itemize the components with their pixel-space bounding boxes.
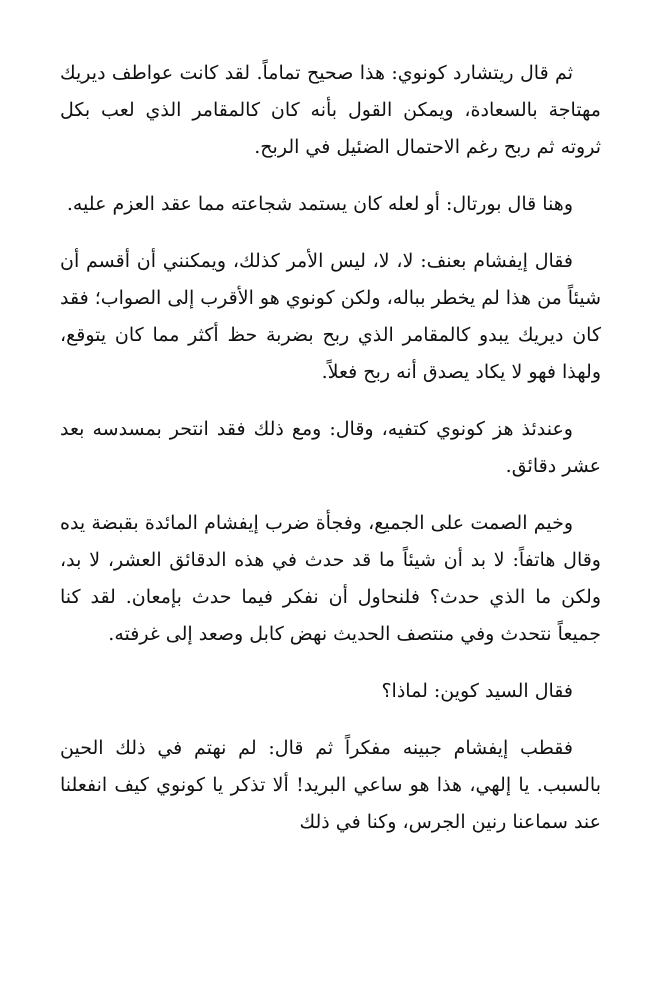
paragraph-5: وخيم الصمت على الجميع، وفجأة ضرب إيفشام المائدة بقبضة يده وقال هاتفاً: لا بد أن شيئاً ما قد حدث في هذه الدقائق العشر، لا بد، ولكن ما الذي حدث؟ فلنحاول أن نفكر فيما حدث بإمعان. لقد كنا جميعاً نتحدث وفي منتصف الحديث نهض كابل وصعد إلى غرفته.: [60, 512, 601, 645]
paragraph-6: فقال السيد كوين: لماذا؟: [381, 680, 573, 702]
paragraph-2: وهنا قال بورتال: أو لعله كان يستمد شجاعته مما عقد العزم عليه.: [66, 193, 573, 215]
paragraph-7: فقطب إيفشام جبينه مفكراً ثم قال: لم نهتم في ذلك الحين بالسبب. يا إلهي، هذا هو ساعي البريد! ألا تذكر يا كونوي كيف انفعلنا عند سماعنا رنين الجرس، وكنا في ذلك: [60, 737, 601, 833]
paragraph-1: ثم قال ريتشارد كونوي: هذا صحيح تماماً. لقد كانت عواطف ديريك مهتاجة بالسعادة، ويمكن القول بأنه كان كالمقامر الذي لعب بكل ثروته ثم ربح رغم الاحتمال الضئيل في الربح.: [60, 62, 601, 158]
paragraph-3: فقال إيفشام بعنف: لا، لا، ليس الأمر كذلك، ويمكنني أن أقسم أن شيئاً من هذا لم يخطر بباله، ولكن كونوي هو الأقرب إلى الصواب؛ فقد كان ديريك يبدو كالمقامر الذي ربح بضربة حظ أكثر مما كان يتوقع، ولهذا فهو لا يكاد يصدق أنه ربح فعلاً.: [60, 250, 601, 383]
paragraph-4: وعندئذ هز كونوي كتفيه، وقال: ومع ذلك فقد انتحر بمسدسه بعد عشر دقائق.: [60, 418, 601, 477]
